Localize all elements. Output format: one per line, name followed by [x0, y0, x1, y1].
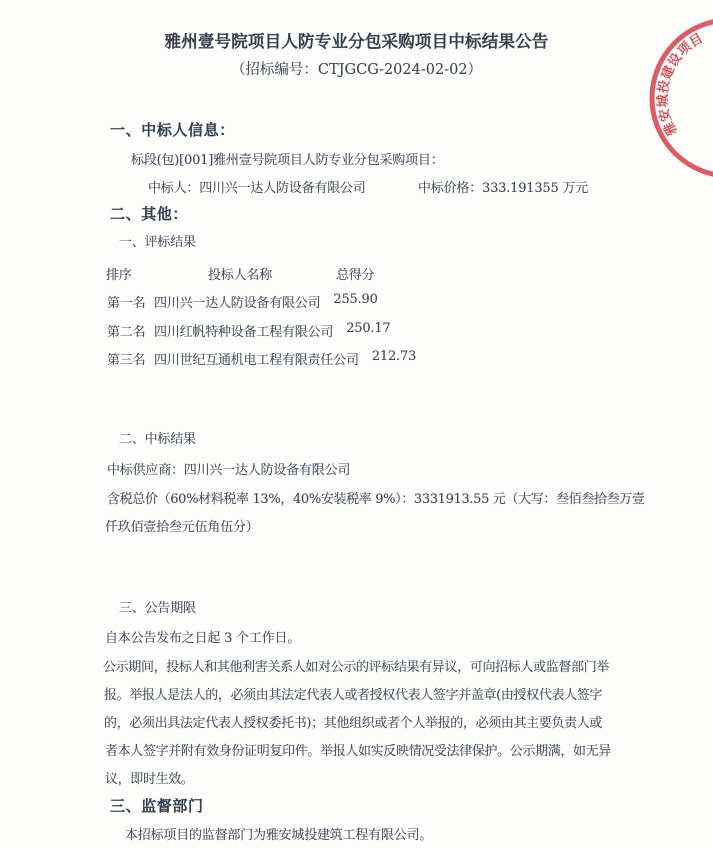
notice-duration-line: 自本公告发布之日起 3 个工作日。: [105, 631, 301, 646]
notice-body-line: 报。举报人是法人的，必须由其法定代表人或者授权代表人签字并盖章(由授权代表人签字: [104, 688, 603, 703]
notice-body-line: 议，即时生效。: [105, 772, 194, 787]
section-others-heading: 二、其他：: [110, 205, 189, 223]
supplier-line: 中标供应商：四川兴一达人防设备有限公司: [107, 463, 351, 478]
section-winner-info-heading: 一、中标人信息：: [110, 121, 235, 139]
seal-text: 雅安城投建设项目: [655, 30, 707, 138]
score-cell: 250.17: [346, 321, 391, 336]
table-row: [107, 349, 416, 368]
bidder-cell: 四川世纪互通机电工程有限责任公司: [154, 353, 359, 368]
tender-number-subtitle: （招标编号：CTJGCG-2024-02-02）: [230, 62, 483, 78]
column-score: 总得分: [336, 268, 375, 283]
score-cell: 255.90: [333, 292, 378, 307]
rank-cell: 第二名: [107, 325, 146, 340]
bidder-cell: 四川红帆特种设备工程有限公司: [154, 325, 334, 340]
evaluation-results-subheading: 一、评标结果: [119, 235, 196, 250]
page-title: 雅州壹号院项目人防专业分包采购项目中标结果公告: [164, 32, 549, 51]
total-price-line-2: 仟玖佰壹拾叁元伍角伍分）: [105, 520, 259, 535]
score-cell: 212.73: [371, 349, 417, 364]
notice-period-subheading: 三、公告期限: [119, 601, 196, 616]
column-bidder: 投标人名称: [208, 268, 273, 283]
package-line: 标段(包)[001]雅州壹号院项目人防专业分包采购项目：: [131, 153, 444, 168]
rank-cell: 第三名: [107, 353, 146, 368]
notice-body-line: 公示期间，投标人和其他利害关系人如对公示的评标结果有异议，可向招标人或监督部门举: [103, 660, 610, 675]
award-result-subheading: 二、中标结果: [119, 432, 196, 447]
notice-body-line: 的，必须出具法定代表人授权委托书)；其他组织或者个人举报的，必须由其主要负责人或: [104, 716, 603, 731]
bidder-cell: 四川兴一达人防设备有限公司: [154, 296, 321, 311]
column-rank: 排序: [106, 268, 132, 283]
section-supervision-heading: 三、监督部门: [110, 797, 204, 815]
rank-cell: 第一名: [107, 296, 146, 311]
supervision-body: 本招标项目的监督部门为雅安城投建筑工程有限公司。: [125, 828, 433, 843]
winning-price: 中标价格：333.191355 万元: [418, 181, 589, 196]
notice-body-line: 者本人签字并附有效身份证明复印件。举报人如实反映情况受法律保护。公示期满，如无异: [105, 744, 612, 759]
winner-price-row: [0, 177, 713, 194]
evaluation-table-header: [0, 264, 713, 281]
table-row: [107, 321, 391, 340]
total-price-line-1: 含税总价（60%材料税率 13%，40%安装税率 9%）：3331913.55 元（大写：叁佰叁拾叁万壹: [107, 492, 645, 507]
table-row: [107, 292, 378, 311]
winner-name: 中标人：四川兴一达人防设备有限公司: [148, 181, 366, 196]
